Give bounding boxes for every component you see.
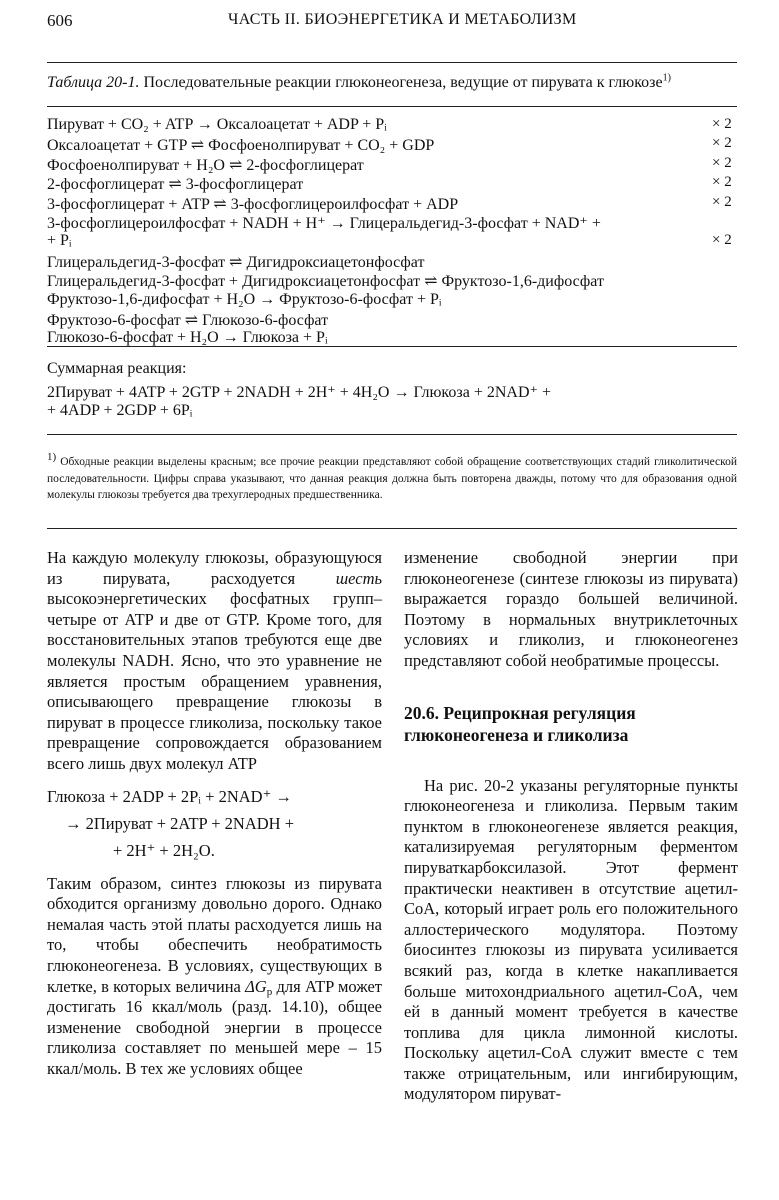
left-paragraph-1-emphasis: шесть <box>335 568 382 588</box>
delta-g-symbol: ΔG <box>245 976 267 996</box>
glycolysis-equation <box>47 783 382 864</box>
reaction-multiplier: × 2 <box>712 193 732 210</box>
reaction-row: 3-фосфоглицерат + ATP ⇌ 3-фосфоглицероилфосфат + ADP <box>47 195 459 213</box>
left-paragraph-2-a: Таким образом, синтез глюкозы из пирувата обходится организму довольно дорого. Однако немалая часть этой платы расходуется лишь на то, чтобы обеспечить необратимость глюконеогенеза. В условиях, существующих в клетке, в которых величина <box>47 873 382 996</box>
table-caption-label: Таблица 20-1. <box>47 74 140 91</box>
reaction-multiplier: × 2 <box>712 116 732 132</box>
table-caption <box>47 74 747 92</box>
right-column <box>404 548 738 1105</box>
delta-g-subscript: p <box>266 985 273 998</box>
reaction-multiplier: × 2 <box>712 154 732 171</box>
reaction-multiplier: × 2 <box>712 135 732 152</box>
table-mid-rule <box>47 346 737 347</box>
left-column <box>47 548 382 1079</box>
section-heading: 20.6. Реципрокная регуляция глюконеогенеза и гликолиза <box>404 702 636 745</box>
table-caption-note-mark: 1) <box>662 72 671 84</box>
table-bottom-rule <box>47 528 737 529</box>
table-header-rule <box>47 106 737 107</box>
equation-line-2: → 2Пируват + 2ATP + 2NADH + <box>65 813 295 833</box>
reaction-row: Глюкозо-6-фосфат + H₂O → Глюкоза + Pᵢ <box>47 329 328 347</box>
reaction-row: Пируват + CO₂ + ATP → Оксалоацетат + ADP + Pᵢ <box>47 116 387 133</box>
reaction-row: + Pᵢ <box>47 232 72 250</box>
summary-line-1: 2Пируват + 4ATP + 2GTP + 2NADH + 2H⁺ + 4H₂O → Глюкоза + 2NAD⁺ + <box>47 384 551 401</box>
reaction-row: Оксалоацетат + GTP ⇌ Фосфоенолпируват + CO₂ + GDP <box>47 137 435 155</box>
running-title: ЧАСТЬ II. БИОЭНЕРГЕТИКА И МЕТАБОЛИЗМ <box>228 11 577 28</box>
table-footnote <box>47 451 737 504</box>
left-paragraph-1-a: На каждую молекулу глюкозы, образующуюся из пирувата, расходуется <box>47 548 382 588</box>
summary-label: Суммарная реакция: <box>47 360 187 377</box>
reaction-row: 3-фосфоглицероилфосфат + NADH + H⁺ → Глицеральдегид-3-фосфат + NAD⁺ + <box>47 215 601 232</box>
left-paragraph-1 <box>47 548 382 775</box>
right-paragraph-2: На рис. 20-2 указаны регуляторные пункты глюконеогенеза и гликолиза. Первым таким пунктом в глюконеогенезе является реакция, катализируемая регуляторным ферментом пируваткарбоксилазой. Этот фермент практически неактивен в отсутствие ацетил-CoA, который играет роль его положительного аллостерического модулятора. Поэтому биосинтез глюкозы из пирувата усиливается всякий раз, когда в клетке накапливается больше митохондриального ацетил-CoA, чем ей в данный момент требуется в качестве топлива для цикла лимонной кислоты. Поскольку ацетил-CoA служит вместе с тем также отрицательным, или ингибирующим, модулятором пируват- <box>404 775 738 1104</box>
left-paragraph-2 <box>47 874 382 1080</box>
left-paragraph-1-b: высокоэнергетических фосфатных групп–четыре от ATP и две от GTP. Кроме того, для восстановительных этапов требуются еще две молекулы NADH. Ясно, что это уравнение не является простым обращением уравнения, описывающего превращение глюкозы в пируват в процессе гликолиза, поскольку такое превращение сопровождается образованием всего лишь двух молекул ATP <box>47 589 382 773</box>
table-top-rule <box>47 62 737 63</box>
reaction-row: Глицеральдегид-3-фосфат + Дигидроксиацетонфосфат ⇌ Фруктозо-1,6-дифосфат <box>47 273 604 291</box>
equation-line-1: Глюкоза + 2ADP + 2Pᵢ + 2NAD⁺ → <box>47 786 292 806</box>
summary-line-2: + 4ADP + 2GDP + 6Pᵢ <box>47 402 193 419</box>
right-paragraph-1: изменение свободной энергии при глюконеогенезе (синтезе глюкозы из пирувата) выражается гораздо большей величиной. Поэтому в нормальных внутриклеточных условиях и гликолиз, и глюконеогенез представляют собой необратимые процессы. <box>404 548 738 670</box>
reaction-multiplier: × 2 <box>712 232 732 249</box>
equation-line-3: + 2H⁺ + 2H₂O. <box>113 840 215 860</box>
reaction-row: Фруктозо-6-фосфат ⇌ Глюкозо-6-фосфат <box>47 312 329 329</box>
left-paragraph-2-b: для ATP может достигать 16 ккал/моль (разд. 14.10), общее изменение свободной энергии в процессе гликолиза составляет по меньшей мере – 15 ккал/моль. В тех же условиях общее <box>47 976 382 1078</box>
table-caption-text: Последовательные реакции глюконеогенеза, ведущие от пирувата к глюкозе <box>139 74 663 91</box>
footnote-text: Обходные реакции выделены красным; все прочие реакции представляют собой обращение соответствующих стадий гликолитической последовательности. Цифры справа указывают, что данная реакция должна быть повторена дважды, потому что для образования одной молекулы глюкозы требуется два трехуглеродных предшественника. <box>47 456 737 501</box>
footnote-mark: 1) <box>47 451 57 464</box>
reaction-row: Фосфоенолпируват + H₂O ⇌ 2-фосфоглицерат <box>47 156 364 174</box>
reaction-row: 2-фосфоглицерат ⇌ 3-фосфоглицерат <box>47 176 304 194</box>
page-number: 606 <box>47 11 73 30</box>
reaction-multiplier: × 2 <box>712 174 732 191</box>
table-summary-rule <box>47 434 737 435</box>
reaction-row: Фруктозо-1,6-дифосфат + H₂O → Фруктозо-6-фосфат + Pᵢ <box>47 290 442 308</box>
reaction-row: Глицеральдегид-3-фосфат ⇌ Дигидроксиацетонфосфат <box>47 253 425 271</box>
